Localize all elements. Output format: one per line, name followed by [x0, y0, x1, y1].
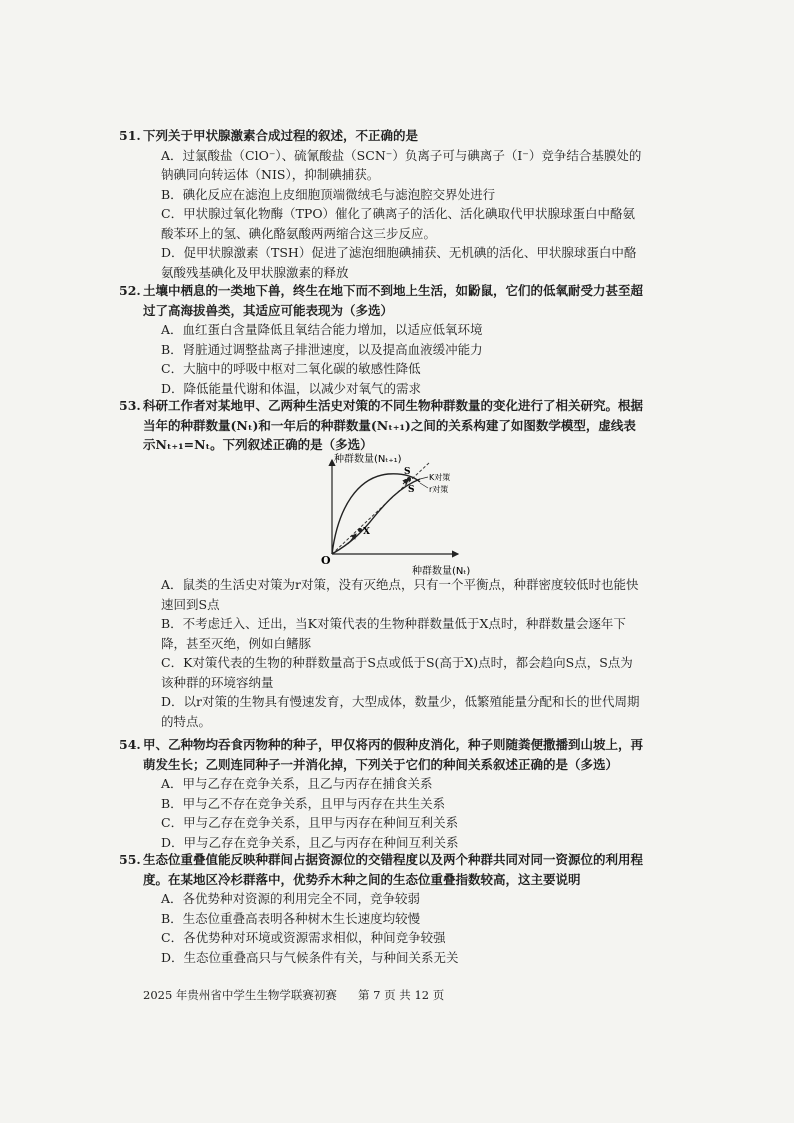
option-d: D．生态位重叠高只与气候条件有关，与种间关系无关 [161, 949, 459, 965]
option-b: B．碘化反应在滤泡上皮细胞顶端微绒毛与滤泡腔交界处进行 [161, 186, 496, 202]
option-b: B．甲与乙不存在竞争关系，且甲与丙存在共生关系 [161, 795, 446, 811]
question-stem: 生态位重叠值能反映种群间占据资源位的交错程度以及两个种群共同对同一资源位的利用程度。在某地区冷杉群落中，优势乔木种之间的生态位重叠指数较高，这主要说明 [143, 852, 644, 887]
footer-page-number: 第 7 页 共 12 页 [358, 988, 445, 1002]
option-c: C．甲与乙存在竞争关系，且甲与丙存在种间互利关系 [161, 815, 459, 830]
option-d: D．以r对策的生物具有慢速发育，大型成体，数量少，低繁殖能量分配和长的世代周期的特点。 [161, 694, 640, 729]
point-x-label: X [363, 527, 370, 537]
option-c: C．大脑中的呼吸中枢对二氧化碳的敏感性降低 [161, 361, 421, 376]
question-54 [119, 735, 644, 852]
population-model-chart [308, 452, 508, 577]
option-a: A．过氯酸盐（ClO⁻）、硫氰酸盐（SCN⁻）负离子可与碘离子（I⁻）竞争结合基膜处的钠碘同向转运体（NIS），抑制碘捕获。 [161, 147, 642, 182]
question-53 [119, 396, 644, 455]
option-a: A．鼠类的生活史对策为r对策，没有灭绝点，只有一个平衡点，种群密度较低时也能快速回到S点 [161, 577, 639, 612]
series-k-curve [332, 479, 420, 554]
question-stem: 下列关于甲状腺激素合成过程的叙述，不正确的是 [143, 128, 419, 143]
option-c: C．甲状腺过氧化物酶（TPO）催化了碘离子的活化、活化碘取代甲状腺球蛋白中酪氨酸苯环上的氢、碘化酪氨酸两两缩合这三步反应。 [161, 206, 636, 241]
question-53-options [143, 575, 643, 731]
question-52 [119, 281, 644, 398]
x-axis-label: 种群数量(Nₜ) [412, 566, 471, 577]
option-a: A．各优势种对资源的利用完全不同，竞争较弱 [161, 891, 421, 906]
question-number: 54. [119, 737, 141, 752]
r-leader-line [420, 483, 428, 488]
question-stem: 甲、乙种物均吞食丙物种的种子，甲仅将丙的假种皮消化，种子则随粪便撒播到山坡上，再萌发生长；乙则连同种子一并消化掉，下列关于它们的种间关系叙述正确的是（多选） [143, 737, 644, 772]
question-number: 53. [119, 398, 141, 413]
legend-r: r对策 [429, 485, 449, 494]
option-b: B．不考虑迁入、迁出，当K对策代表的生物种群数量低于X点时，种群数量会逐年下降，甚至灭绝，例如白鳍豚 [161, 616, 626, 651]
point-s-r [407, 477, 411, 481]
option-c: C．各优势种对环境或资源需求相似，种间竞争较强 [161, 930, 446, 945]
question-51 [119, 126, 643, 282]
option-d: D．甲与乙存在竞争关系，且乙与丙存在种间互利关系 [161, 834, 459, 850]
point-x [358, 528, 362, 532]
option-d: D．降低能量代谢和体温，以减少对氧气的需求 [161, 380, 422, 396]
point-s-label: S [404, 467, 411, 477]
option-b: B．生态位重叠高表明各种树木生长速度均较慢 [161, 910, 421, 926]
point-s-label: S [408, 485, 415, 495]
option-b: B．肾脏通过调整盐离子排泄速度，以及提高血液缓冲能力 [161, 341, 483, 357]
question-number: 55. [119, 852, 141, 867]
y-axis-label: 种群数量(Nₜ₊₁) [334, 454, 402, 465]
option-c: C．K对策代表的生物的种群数量高于S点或低于S(高于X)点时，都会趋向S点，S点为该种群的环境容纳量 [161, 655, 633, 690]
option-a: A．甲与乙存在竞争关系，且乙与丙存在捕食关系 [161, 776, 433, 791]
question-stem: 土壤中栖息的一类地下兽，终生在地下而不到地上生活，如鼢鼠，它们的低氧耐受力甚至超过了高海拔兽类，其适应可能表现为（多选） [143, 283, 644, 318]
question-number: 51. [119, 128, 141, 143]
origin-label: O [321, 554, 331, 567]
question-55 [119, 850, 644, 967]
footer-exam-title: 2025 年贵州省中学生生物学联赛初赛 [143, 988, 337, 1002]
legend-k: K对策 [429, 473, 451, 482]
option-d: D．促甲状腺激素（TSH）促进了滤泡细胞碘捕获、无机碘的活化、甲状腺球蛋白中酪氨酸残基碘化及甲状腺激素的释放 [161, 245, 637, 280]
k-leader-line [420, 477, 428, 479]
question-stem: 科研工作者对某地甲、乙两种生活史对策的不同生物种群数量的变化进行了相关研究。根据当年的种群数量(Nₜ)和一年后的种群数量(Nₜ₊₁)之间的关系构建了如图数学模型，虚线表示Nₜ₊₁=Nₜ。下列叙述正确的是（多选） [143, 398, 644, 452]
option-a: A．血红蛋白含量降低且氧结合能力增加，以适应低氧环境 [161, 322, 483, 337]
question-number: 52. [119, 283, 141, 298]
